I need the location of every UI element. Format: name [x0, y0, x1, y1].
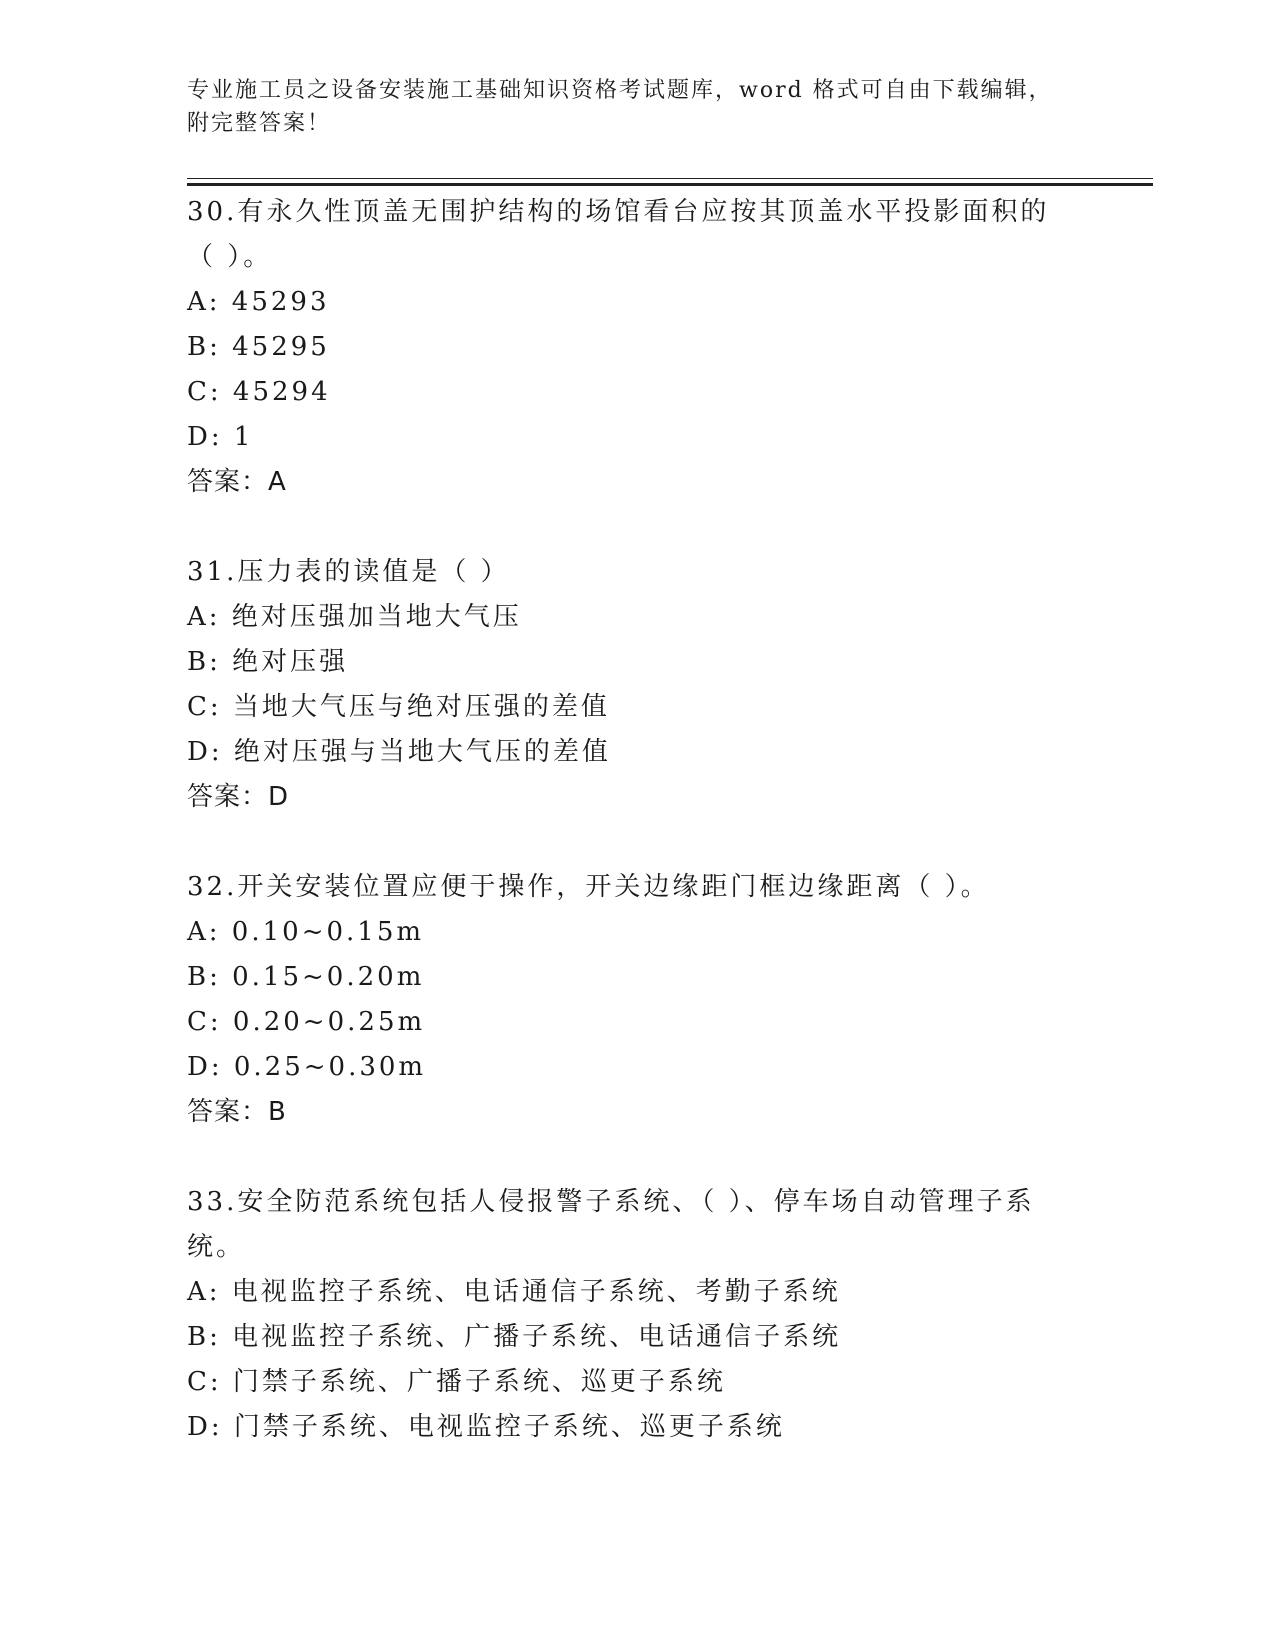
option-a: A: 绝对压强加当地大气压 — [187, 602, 522, 632]
answer: 答案：B — [187, 1097, 287, 1127]
header-line-1: 专业施工员之设备安装施工基础知识资格考试题库，word 格式可自由下载编辑， — [187, 78, 1053, 103]
question-list — [187, 190, 1153, 1450]
option-b: B: 电视监控子系统、广播子系统、电话通信子系统 — [187, 1322, 842, 1352]
option-c: C: 45294 — [187, 377, 331, 407]
header-rule-thick — [187, 183, 1153, 186]
answer: 答案：D — [187, 782, 290, 812]
document-header — [187, 74, 1087, 140]
question-text: 32.开关安装位置应便于操作，开关边缘距门框边缘距离（ ）。 — [187, 872, 990, 902]
option-a: A: 0.10~0.15m — [187, 917, 425, 947]
question-32 — [187, 865, 1153, 1135]
answer: 答案：A — [187, 467, 287, 497]
question-33 — [187, 1180, 1153, 1450]
question-text: 30.有永久性顶盖无围护结构的场馆看台应按其顶盖水平投影面积的（ ）。 — [187, 197, 1050, 272]
option-b: B: 绝对压强 — [187, 647, 349, 677]
option-c: C: 当地大气压与绝对压强的差值 — [187, 692, 610, 722]
option-a: A: 电视监控子系统、电话通信子系统、考勤子系统 — [187, 1277, 841, 1307]
option-d: D: 0.25~0.30m — [187, 1052, 427, 1082]
header-line-2: 附完整答案！ — [187, 111, 332, 136]
question-31 — [187, 550, 1153, 820]
option-a: A: 45293 — [187, 287, 330, 317]
question-30 — [187, 190, 1153, 505]
option-d: D: 绝对压强与当地大气压的差值 — [187, 737, 611, 767]
option-c: C: 门禁子系统、广播子系统、巡更子系统 — [187, 1367, 726, 1397]
option-d: D: 门禁子系统、电视监控子系统、巡更子系统 — [187, 1412, 785, 1442]
option-b: B: 0.15~0.20m — [187, 962, 425, 992]
question-text: 33.安全防范系统包括人侵报警子系统、（ ）、停车场自动管理子系统。 — [187, 1187, 1035, 1262]
header-rule-thin — [187, 178, 1153, 179]
option-d: D: 1 — [187, 422, 254, 452]
option-b: B: 45295 — [187, 332, 330, 362]
option-c: C: 0.20~0.25m — [187, 1007, 426, 1037]
question-text: 31.压力表的读值是（ ） — [187, 557, 510, 587]
